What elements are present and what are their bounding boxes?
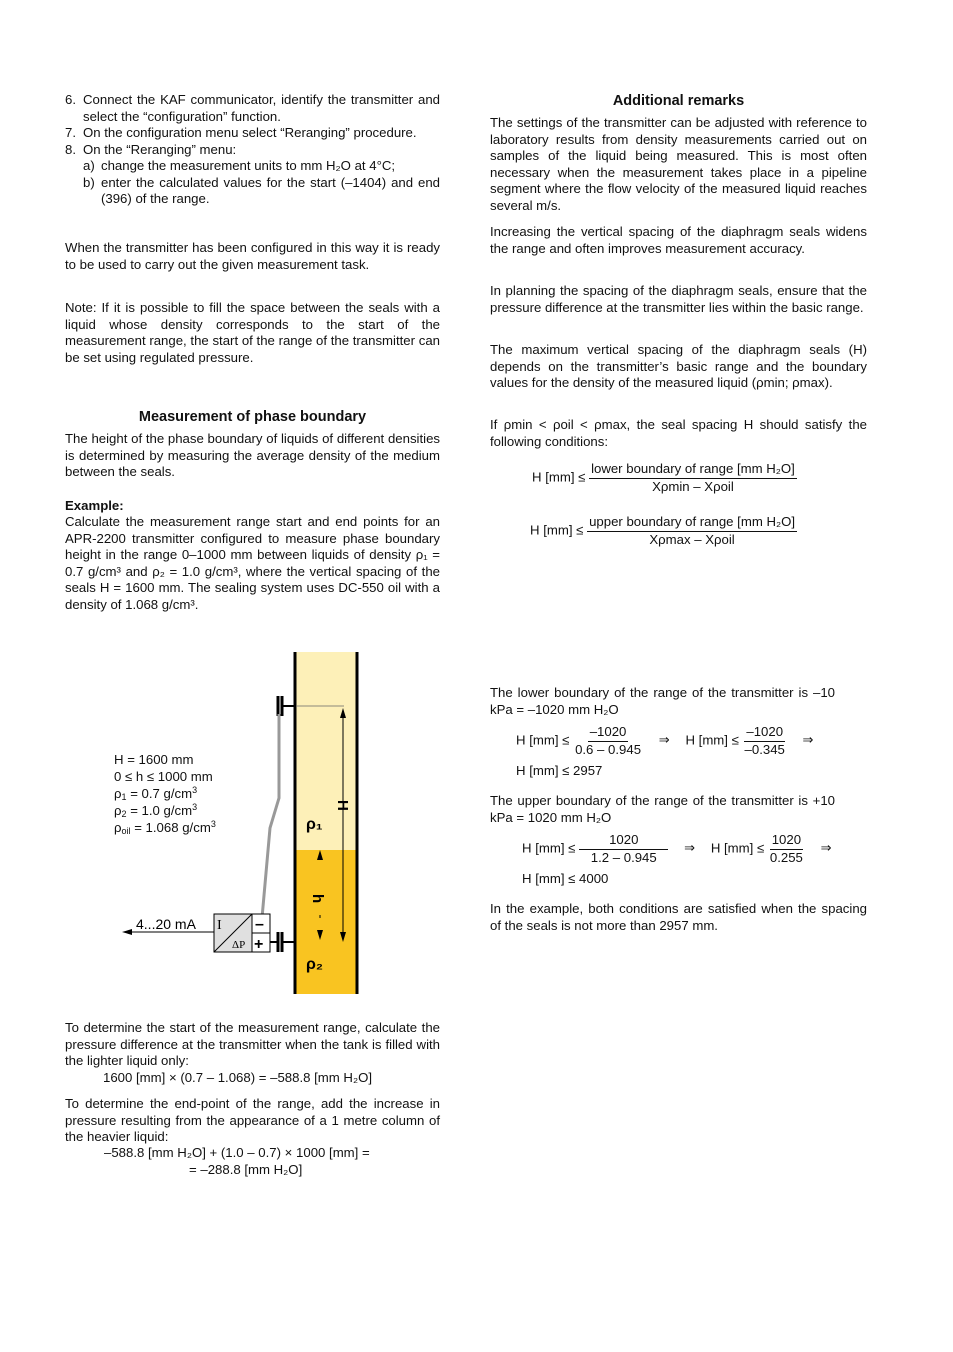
list-subitem: a) change the measurement units to mm H₂O at 4°C; (83, 158, 396, 173)
calc-lower: H [mm] ≤ $\frac{-1020}{0.6 - 0.945}$ ⇒ H [mm] ≤ $\frac{-1020}{-0.345}$ ⇒ (516, 724, 814, 757)
phase-paragraph: The height of the phase boundary of liquids of different densities is determined by measuring the average density of the medium between the seals. (65, 431, 440, 479)
remarks-paragraph-2: Increasing the vertical spacing of the diaphragm seals widens the range and often improves measurement accuracy. (490, 224, 867, 256)
heavy-liquid (296, 850, 356, 994)
end-equation-2: = –288.8 [mm H₂O] (189, 1162, 303, 1177)
conclusion-paragraph: In the example, both conditions are satisfied when the spacing of the seals is not more than 2957 mm. (490, 901, 867, 933)
end-equation-1: –588.8 [mm H₂O] + (1.0 – 0.7) × 1000 [mm] = (104, 1145, 370, 1160)
result-lower: H [mm] ≤ 2957 (516, 763, 603, 778)
legend-line: $\rho_2 = 1.0$ $g/cm^3$ (114, 802, 198, 819)
configured-paragraph: When the transmitter has been configured in this way it is ready to be used to carry out the given measurement task. (65, 240, 440, 272)
list-subitem: b) enter the calculated values for the start (–1404) and end (396) of the range. (83, 174, 440, 206)
remarks-heading: Additional remarks (612, 93, 745, 109)
h-label: h (309, 894, 326, 904)
list-item: 6. Connect the KAF communicator, identify the transmitter and select the “configuration” function. (65, 92, 440, 124)
rho2-label: ρ₂ (306, 956, 324, 973)
legend-line: H = 1600 mm (114, 752, 194, 767)
remarks-paragraph-1: The settings of the transmitter can be adjusted with reference to laboratory results from density measurements carried out on samples of the liquid being measured. This is most often necessary when the measurement takes place in a pipeline segment where the flow velocity of the measured liquid reaches several m/s. (490, 115, 867, 213)
remarks-paragraph-5: If ρmin < ρoil < ρmax, the seal spacing H should satisfy the following conditions: (490, 417, 867, 449)
lower-boundary-text: The lower boundary of the range of the transmitter is –10 kPa = –1020 mm H₂O (490, 685, 835, 717)
remarks-paragraph-4: The maximum vertical spacing of the diaphragm seals (H) depends on the transmitter’s basic range and the boundary values for the density of the measured liquid (ρmin; ρmax). (490, 342, 867, 390)
calc-upper: H [mm] ≤ $\frac{1020}{1.2 - 0.945}$ ⇒ H [mm] ≤ $\frac{1020}{0.255}$ ⇒ (522, 832, 832, 865)
note-paragraph: Note: If it is possible to fill the space between the seals with a liquid whose density corresponds to the start of the measurement range, the start of the range of the transmitter can be set using regulated pressure. (65, 300, 440, 365)
phase-heading: Measurement of phase boundary (138, 409, 367, 425)
start-equation: 1600 [mm] × (0.7 – 1.068) = –588.8 [mm H₂O] (103, 1070, 372, 1085)
legend-line: $\rho_1 = 0.7$ $g/cm^3$ (114, 785, 198, 802)
current-label: 4...20 mA (136, 916, 196, 932)
end-paragraph: To determine the end-point of the range, add the increase in pressure resulting from the appearance of a 1 metre column of the heavier liquid: (65, 1096, 440, 1144)
legend-line: $\rho_{oil} = 1.068$ $g/cm^3$ (114, 819, 216, 836)
svg-text:I: I (217, 918, 222, 933)
delta-p-label: ΔP (232, 939, 246, 951)
example-heading: Example: (65, 498, 124, 513)
start-paragraph: To determine the start of the measurement range, calculate the pressure difference at the transmitter when the tank is filled with the lighter liquid only: (65, 1020, 440, 1068)
left-column (65, 92, 440, 208)
formula-upper: H [mm] ≤ $\frac{\text{upper boundary of range [mm H₂O]}}{\text{Xρmax – Xρoil}}$ (530, 514, 796, 547)
legend-line: 0 ≤ h ≤ 1000 mm (114, 769, 213, 784)
capillary-line (262, 714, 279, 928)
formula-lower: H [mm] ≤ $\frac{\text{lower boundary of range [mm H₂O]}}{\text{Xρmin – Xρoil}}$ (532, 461, 795, 494)
example-paragraph: Calculate the measurement range start and end points for an APR-2200 transmitter configured to measure phase boundary height in the range 0–1000 mm between liquids of density ρ₁ = 0.7 g/cm³ and ρ₂ = 1.0 g/cm³, where the vertical spacing of the seals H = 1600 mm. The sealing system uses DC-550 oil with a density of 1.068 g/cm³. (65, 514, 440, 612)
remarks-paragraph-3: In planning the spacing of the diaphragm seals, ensure that the pressure difference at the transmitter lies within the basic range. (490, 283, 867, 315)
list-item: 7. On the configuration menu select “Reranging” procedure. (65, 125, 417, 140)
rho1-label: ρ₁ (306, 816, 323, 833)
svg-text:+: + (254, 936, 264, 953)
H-label: H (334, 800, 351, 811)
diagram-legend (114, 751, 216, 836)
svg-text:–: – (255, 916, 264, 933)
result-upper: H [mm] ≤ 4000 (522, 871, 609, 886)
list-item: 8. On the “Reranging” menu: (65, 141, 237, 157)
light-liquid (296, 652, 356, 850)
upper-boundary-text: The upper boundary of the range of the transmitter is +10 kPa = 1020 mm H₂O (490, 793, 835, 825)
